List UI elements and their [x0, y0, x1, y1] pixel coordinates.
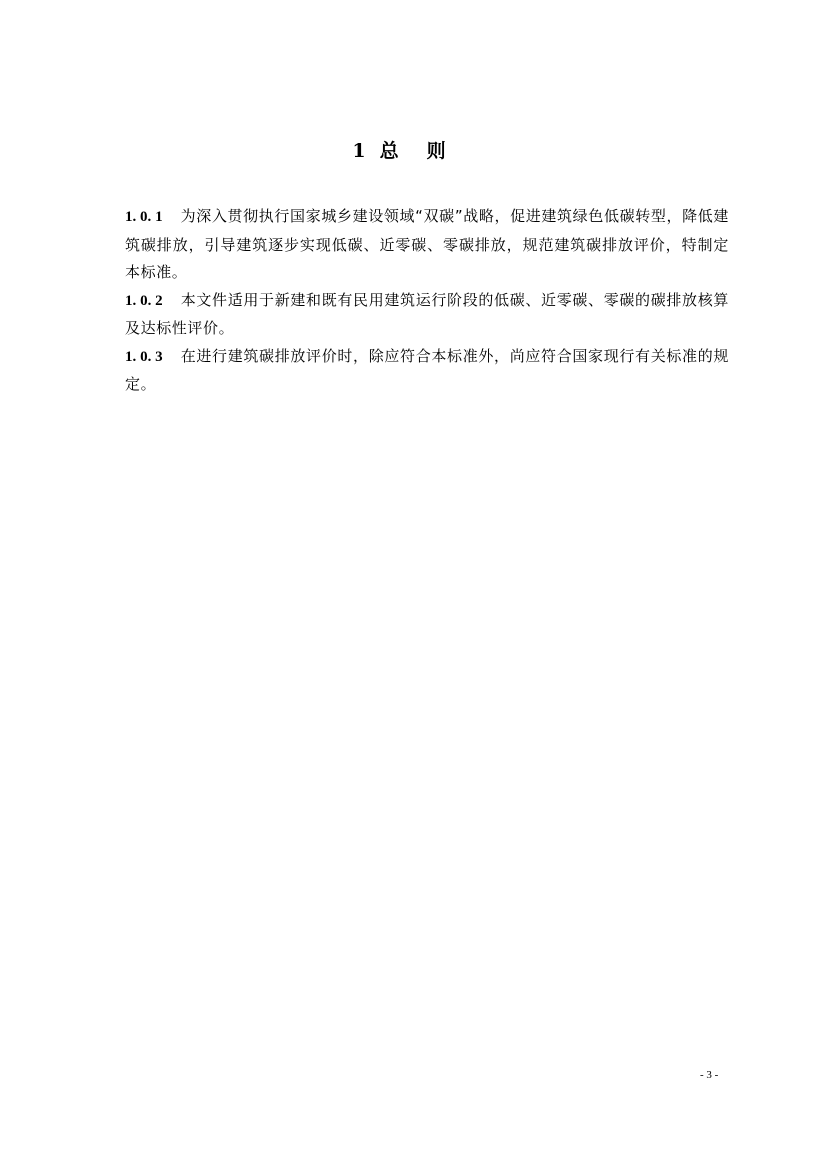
clause-text: 本文件适用于新建和既有民用建筑运行阶段的低碳、近零碳、零碳的碳排放核算及达标性评价。 — [125, 290, 729, 337]
page-number: - 3 - — [700, 1069, 719, 1081]
chapter-heading — [0, 136, 826, 166]
clause-number: 1. 0. 3 — [125, 348, 163, 365]
chapter-body — [125, 203, 729, 399]
clause-number: 1. 0. 2 — [125, 292, 163, 309]
clause-1-0-1 — [125, 203, 729, 287]
clause-1-0-2 — [125, 287, 729, 343]
clause-1-0-3 — [125, 343, 729, 399]
clause-number: 1. 0. 1 — [125, 209, 163, 225]
chapter-title-text: 总则 — [379, 140, 474, 162]
clause-text: 为深入贯彻执行国家城乡建设领域“双碳”战略，促进建筑绿色低碳转型，降低建筑碳排放，引导建筑逐步实现低碳、近零碳、零碳排放，规范建筑碳排放评价，特制定本标准。 — [125, 207, 729, 281]
chapter-number: 1 — [352, 140, 366, 162]
clause-text: 在进行建筑碳排放评价时，除应符合本标准外，尚应符合国家现行有关标准的规定。 — [125, 346, 729, 393]
